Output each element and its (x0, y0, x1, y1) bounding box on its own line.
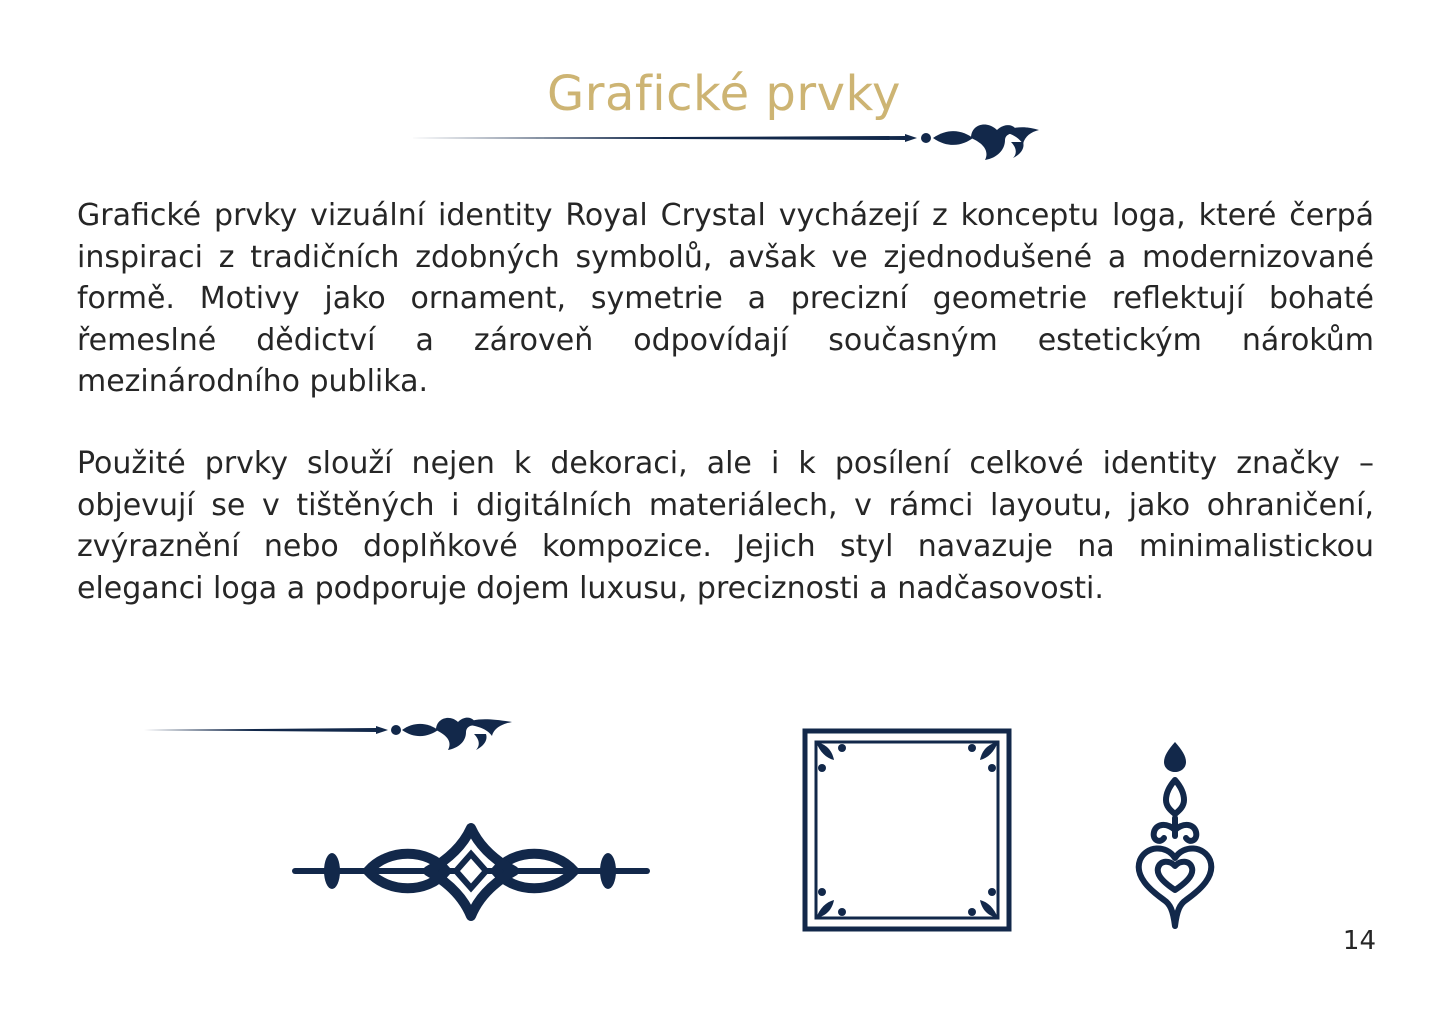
page-title: Grafické prvky (547, 66, 901, 122)
vertical-drop-ornament-icon (1130, 740, 1220, 932)
title-divider-flourish-icon (405, 118, 1045, 166)
symmetric-scroll-divider-icon (288, 818, 654, 926)
intro-paragraph: Grafické prvky vizuální identity Royal Crystal vycházejí z konceptu loga, které čerpá inspiraci z tradičních zdobných symbolů, avšak ve zjednodušené a modernizované formě. Motivy jako ornament, symetrie a precizní geometrie reflektují bohaté řemeslné dědictví a zároveň odpovídají současným estetickým nárokům mezinárodního publika. (77, 198, 1374, 399)
square-frame-icon (802, 728, 1012, 932)
divider-flourish-icon (140, 708, 520, 756)
usage-paragraph: Použité prvky slouží nejen k dekoraci, ale i k posílení celkové identity značky – objevují se v tištěných i digitálních materiálech, v rámci layoutu, jako ohraničení, zvýraznění nebo doplňkové kompozice. Jejich styl navazuje na minimalistickou eleganci loga a podporuje dojem luxusu, preciznosti a nadčasovosti. (77, 446, 1374, 606)
page-number: 14 (1342, 926, 1376, 956)
